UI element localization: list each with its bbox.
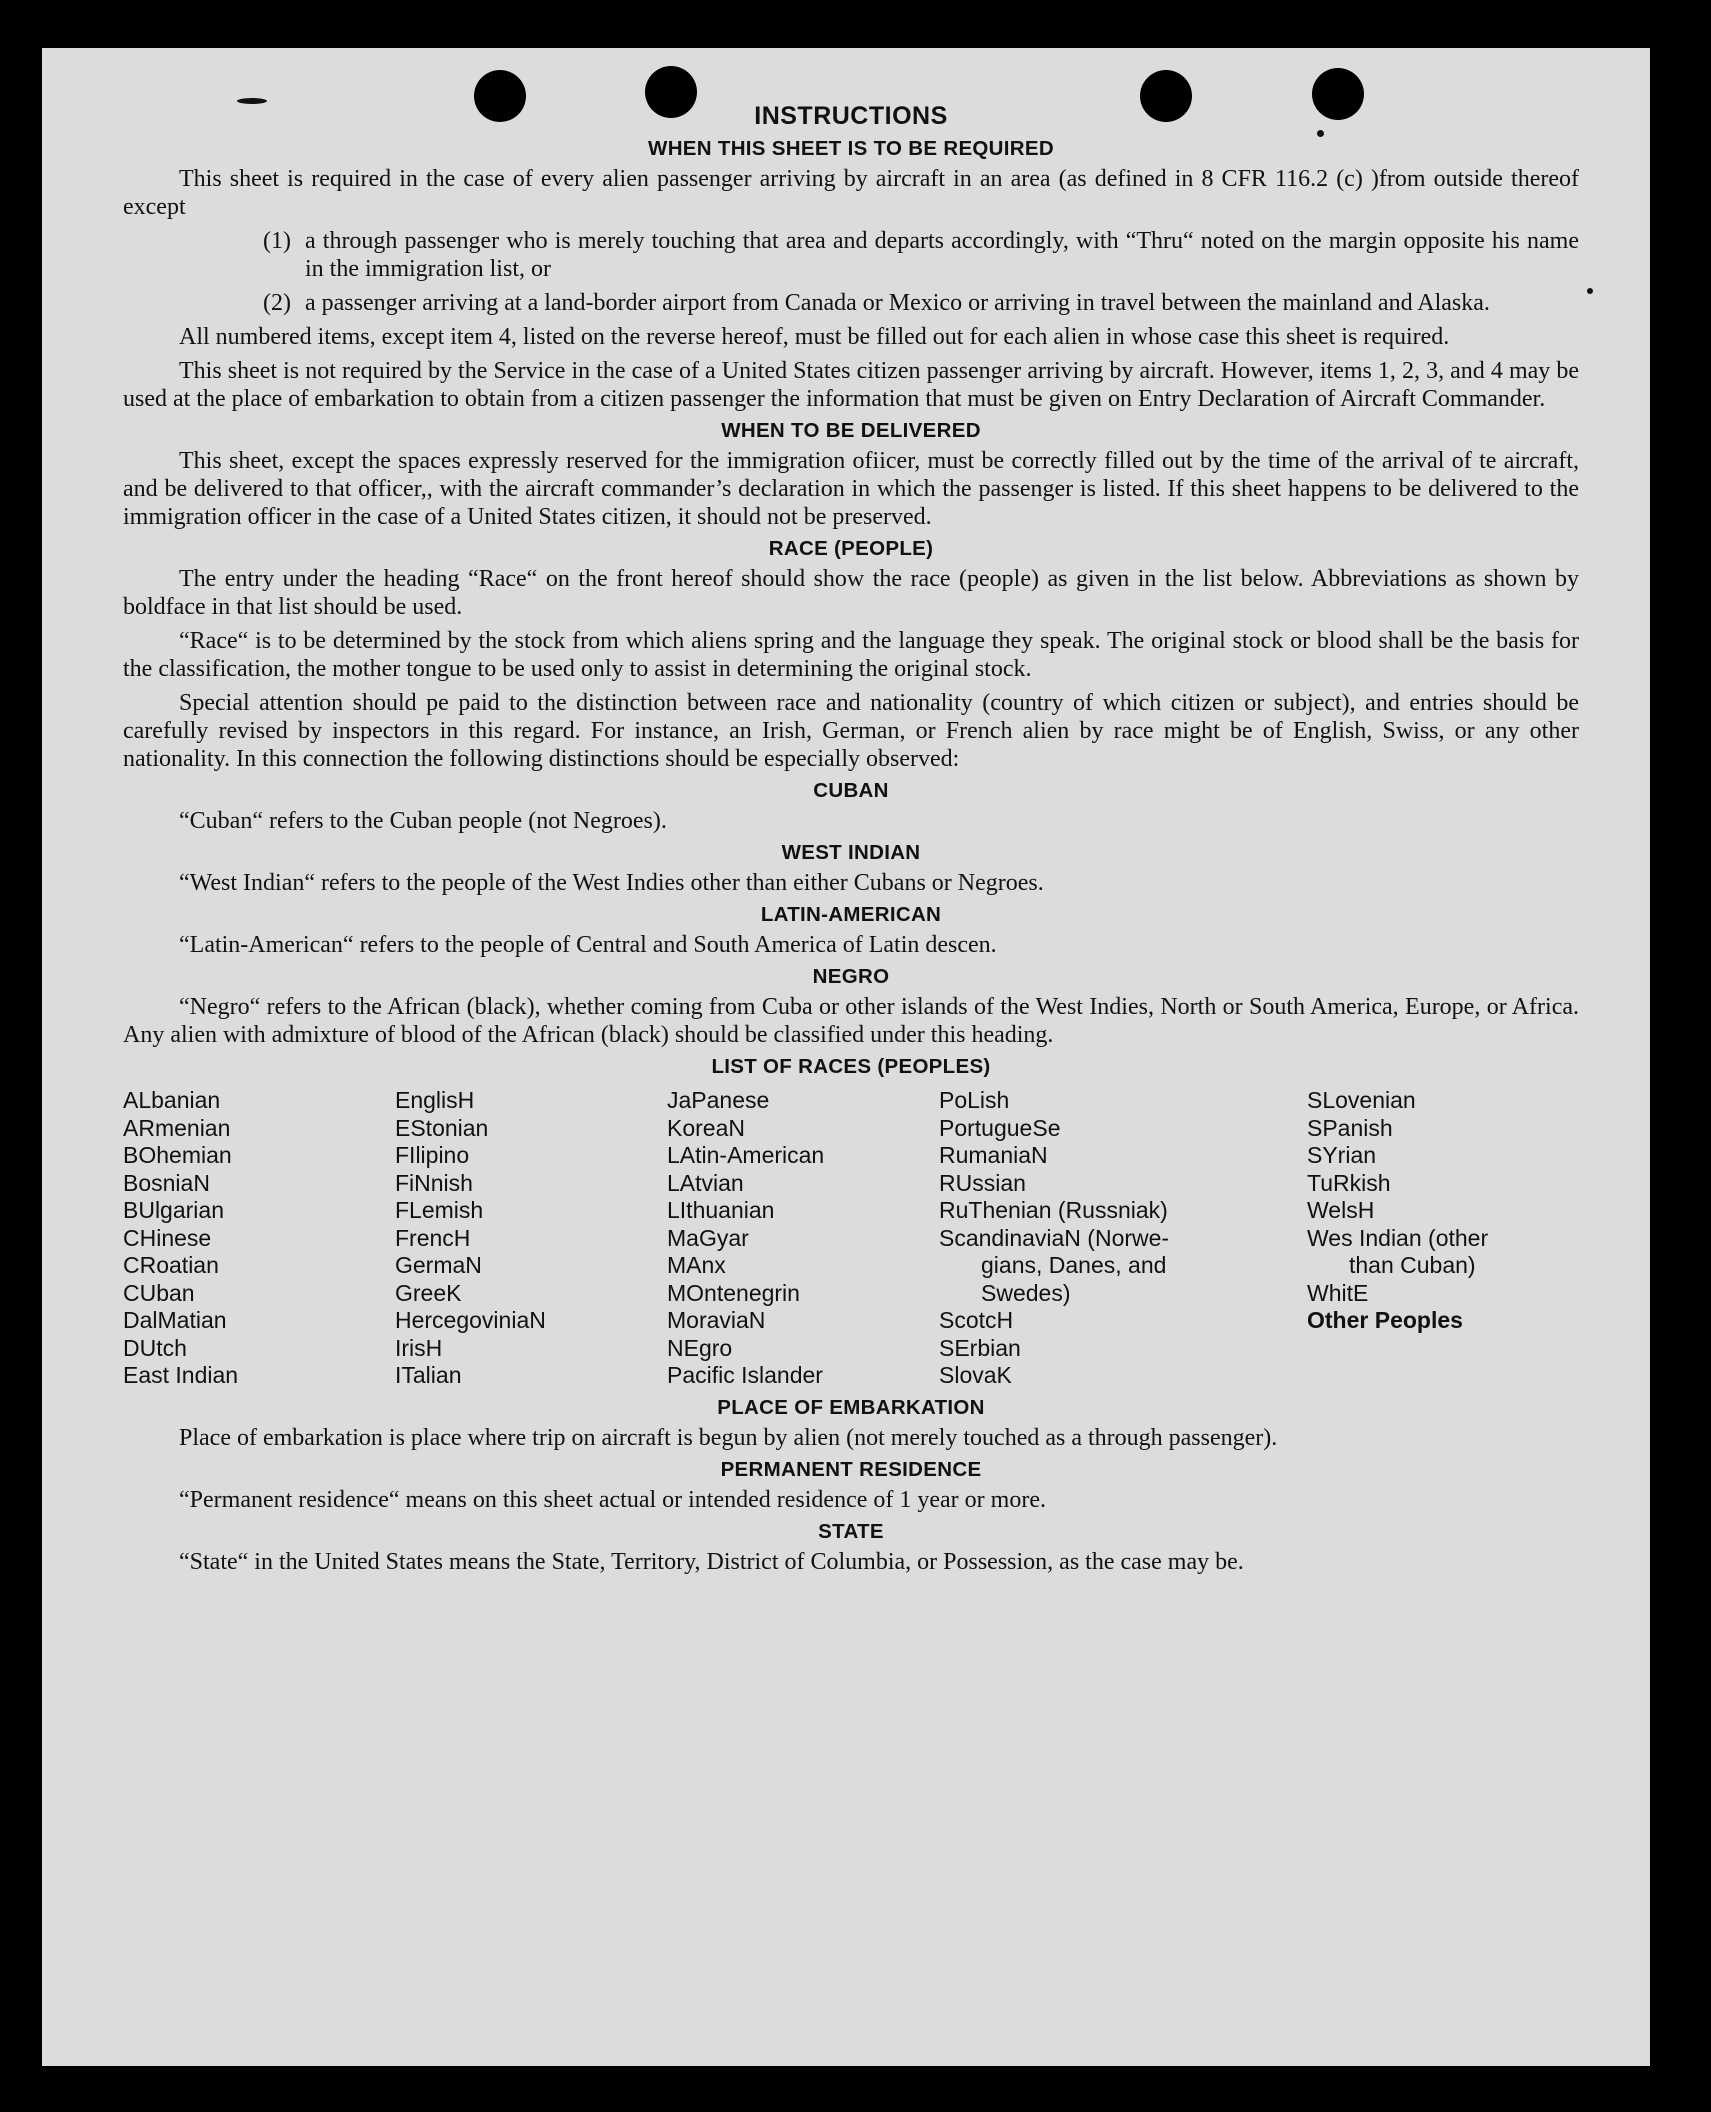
race-entry: ScandinaviaN (Norwe- [939, 1224, 1170, 1251]
race-entry: RumaniaN [939, 1142, 1048, 1168]
race-entry: BOhemian [123, 1142, 232, 1168]
race-entry: East Indian [123, 1362, 239, 1388]
section-heading: WEST INDIAN [781, 841, 921, 864]
ink-speck [1587, 288, 1593, 294]
race-entry: ARmenian [123, 1114, 231, 1141]
section-heading: WHEN TO BE DELIVERED [721, 419, 981, 442]
section-heading: PLACE OF EMBARKATION [717, 1395, 985, 1419]
race-entry: KoreaN [667, 1114, 745, 1141]
race-entry: GermaN [395, 1252, 482, 1278]
section-heading: LATIN-AMERICAN [760, 903, 942, 926]
item-text: a passenger arriving at a land-border airport from Canada or Mexico or arriving in travel between the mainland and Alaska. [305, 290, 1490, 316]
page-title: INSTRUCTIONS [754, 102, 948, 130]
section-heading: LIST OF RACES (PEOPLES) [711, 1055, 991, 1078]
race-entry: EStonian [395, 1114, 489, 1141]
paragraph: All numbered items, except item 4, listed on the reverse hereof, must be filled out for each alien in whose case this sheet is required. [179, 324, 1450, 350]
race-entry: BosniaN [123, 1169, 210, 1196]
race-entry: Other Peoples [1307, 1307, 1463, 1333]
race-entry: gians, Danes, and [981, 1252, 1167, 1278]
race-entry: GreeK [395, 1279, 462, 1306]
list-item [263, 289, 1579, 317]
paragraph: The entry under the heading “Race“ on the front hereof should show the race (people) as given in the list below. Abbreviations as shown by boldface in that list should be used. [123, 566, 1579, 620]
race-entry: MOntenegrin [667, 1279, 800, 1306]
race-entry: SlovaK [939, 1362, 1012, 1388]
section-heading: CUBAN [813, 779, 889, 802]
section-heading: PERMANENT RESIDENCE [720, 1457, 982, 1481]
race-entry: WelsH [1307, 1197, 1375, 1223]
item-text: a through passenger who is merely touching that area and departs accordingly, with “Thru“ noted on the margin opposite his name in the immigration list, or [305, 228, 1579, 282]
section-heading: WHEN THIS SHEET IS TO BE REQUIRED [648, 137, 1054, 160]
race-entry: LIthuanian [667, 1197, 775, 1223]
item-number: (2) [263, 290, 291, 316]
race-entry: Wes Indian (other [1307, 1224, 1489, 1251]
race-entry: NEgro [667, 1334, 733, 1361]
paragraph: “West Indian“ refers to the people of the West Indies other than either Cubans or Negroes. [179, 870, 1044, 896]
paragraph: “Permanent residence“ means on this sheet actual or intended residence of 1 year or more. [179, 1486, 1046, 1513]
paragraph: Place of embarkation is place where trip on aircraft is begun by alien (not merely touched as a through passenger). [179, 1424, 1278, 1451]
paragraph: “Negro“ refers to the African (black), whether coming from Cuba or other islands of the West Indies, North or South America, Europe, or Africa. Any alien with admixture of blood of the African (black) should be classified under this heading. [123, 994, 1579, 1048]
race-entry: JaPanese [667, 1087, 770, 1113]
race-entry: PortugueSe [939, 1114, 1061, 1141]
race-entry: SYrian [1307, 1142, 1377, 1168]
section-heading: STATE [818, 1519, 884, 1543]
race-list [123, 1087, 1579, 1390]
race-entry: ITalian [395, 1362, 462, 1388]
section-heading: NEGRO [812, 965, 890, 988]
race-column [1307, 1087, 1579, 1390]
race-entry: LAtin-American [667, 1142, 825, 1168]
race-entry: RUssian [939, 1169, 1026, 1196]
paragraph: “Cuban“ refers to the Cuban people (not Negroes). [179, 808, 667, 834]
race-entry: CUban [123, 1279, 195, 1306]
race-entry: HercegoviniaN [395, 1307, 546, 1333]
instructions-body [123, 102, 1579, 1582]
race-entry: than Cuban) [1349, 1252, 1476, 1278]
race-entry: Swedes) [981, 1279, 1071, 1306]
list-item [263, 227, 1579, 283]
paragraph: “State“ in the United States means the State, Territory, District of Columbia, or Possession, as the case may be. [179, 1548, 1244, 1575]
paragraph: Special attention should pe paid to the distinction between race and nationality (country of which citizen or subject), and entries should be carefully revised by inspectors in this regard. For instance, an Irish, German, or French alien by race might be of English, Swiss, or any other nationality. In this connection the following distinctions should be especially observed: [123, 690, 1579, 772]
paragraph: “Latin-American“ refers to the people of Central and South America of Latin descen. [179, 932, 997, 958]
race-entry: LAtvian [667, 1169, 744, 1196]
race-column [123, 1087, 395, 1390]
race-entry: Pacific Islander [667, 1362, 823, 1388]
race-entry: IrisH [395, 1334, 443, 1361]
race-column [939, 1087, 1307, 1390]
paragraph: This sheet is required in the case of every alien passenger arriving by aircraft in an area (as defined in 8 CFR 116.2 (c) )from outside thereof except [123, 166, 1579, 220]
race-entry: RuThenian (Russniak) [939, 1197, 1168, 1223]
race-entry: MoraviaN [667, 1307, 766, 1333]
paragraph: This sheet is not required by the Service in the case of a United States citizen passenger arriving by aircraft. However, items 1, 2, 3, and 4 may be used at the place of embarkation to obtain from a citizen passenger the information that must be given on Entry Declaration of Aircraft Commander. [123, 358, 1579, 412]
paragraph: “Race“ is to be determined by the stock from which aliens spring and the language they speak. The original stock or blood shall be the basis for the classification, the mother tongue to be used only to assist in determining the original stock. [123, 628, 1579, 682]
race-entry: FIlipino [395, 1142, 470, 1168]
race-entry: SPanish [1307, 1114, 1393, 1141]
race-entry: BUlgarian [123, 1197, 224, 1223]
section-heading: RACE (PEOPLE) [768, 537, 934, 560]
race-entry: FrencH [395, 1224, 471, 1251]
document-page [42, 48, 1650, 2066]
race-entry: FiNnish [395, 1169, 473, 1196]
paragraph: This sheet, except the spaces expressly reserved for the immigration ofiicer, must be correctly filled out by the time of the arrival of te aircraft, and be delivered to that officer,, with the aircraft commander’s declaration in which the passenger is listed. If this sheet happens to be delivered to the immigration officer in the case of a United States citizen, it should not be preserved. [123, 448, 1579, 530]
race-column [667, 1087, 939, 1390]
race-entry: MaGyar [667, 1224, 749, 1251]
race-entry: EnglisH [395, 1087, 475, 1113]
race-entry: SErbian [939, 1334, 1021, 1361]
race-entry: DUtch [123, 1334, 187, 1361]
race-entry: CRoatian [123, 1252, 219, 1278]
race-entry: ScotcH [939, 1307, 1014, 1333]
race-entry: ALbanian [123, 1087, 221, 1113]
race-entry: DalMatian [123, 1307, 227, 1333]
race-entry: FLemish [395, 1197, 484, 1223]
race-column [395, 1087, 667, 1390]
race-entry: CHinese [123, 1224, 212, 1251]
item-number: (1) [263, 228, 291, 254]
race-entry: PoLish [939, 1087, 1010, 1113]
race-entry: MAnx [667, 1252, 726, 1278]
race-entry: SLovenian [1307, 1087, 1416, 1113]
race-entry: TuRkish [1307, 1169, 1391, 1196]
race-entry: WhitE [1307, 1279, 1369, 1306]
